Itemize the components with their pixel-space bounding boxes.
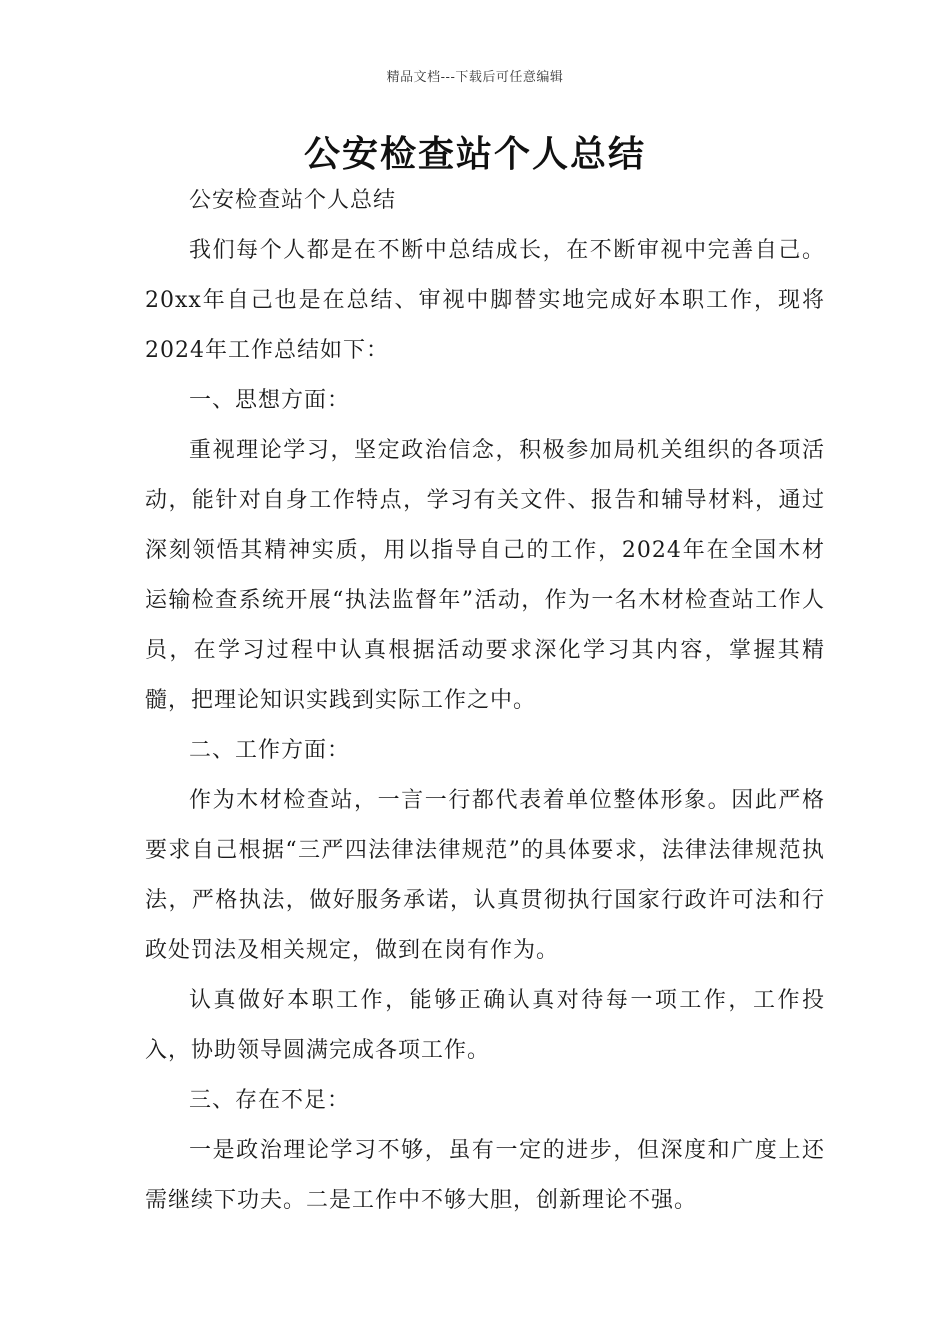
section-heading-shortcomings: 三、存在不足： (189, 1088, 351, 1113)
section-heading-work: 二、工作方面： (189, 738, 351, 763)
section-heading-thought: 一、思想方面： (189, 388, 351, 413)
paragraph-thought: 重视理论学习，坚定政治信念，积极参加局机关组织的各项活动，能针对自身工作特点，学习有关文件、报告和辅导材料，通过深刻领悟其精神实质，用以指导自己的工作，2024年在全国木材运输检查系统开展“执法监督年”活动，作为一名木材检查站工作人员，在学习过程中认真根据活动要求深化学习其内容，掌握其精髓，把理论知识实践到实际工作之中。 (145, 438, 825, 713)
paragraph-intro: 我们每个人都是在不断中总结成长，在不断审视中完善自己。20xx年自己也是在总结、审视中脚替实地完成好本职工作，现将2024年工作总结如下： (145, 238, 825, 363)
paragraph-work-1: 作为木材检查站，一言一行都代表着单位整体形象。因此严格要求自己根据“三严四法律法律规范”的具体要求，法律法律规范执法，严格执法，做好服务承诺，认真贯彻执行国家行政许可法和行政处罚法及相关规定，做到在岗有作为。 (145, 788, 825, 963)
paragraph-subtitle: 公安检查站个人总结 (189, 188, 397, 213)
document-body (145, 176, 825, 1226)
header-note: 精品文档---下载后可任意编辑 (386, 70, 564, 85)
document-title: 公安检查站个人总结 (303, 134, 646, 175)
paragraph-work-2: 认真做好本职工作，能够正确认真对待每一项工作，工作投入，协助领导圆满完成各项工作。 (145, 988, 825, 1063)
paragraph-shortcomings: 一是政治理论学习不够，虽有一定的进步，但深度和广度上还需继续下功夫。二是工作中不够大胆，创新理论不强。 (145, 1138, 825, 1213)
